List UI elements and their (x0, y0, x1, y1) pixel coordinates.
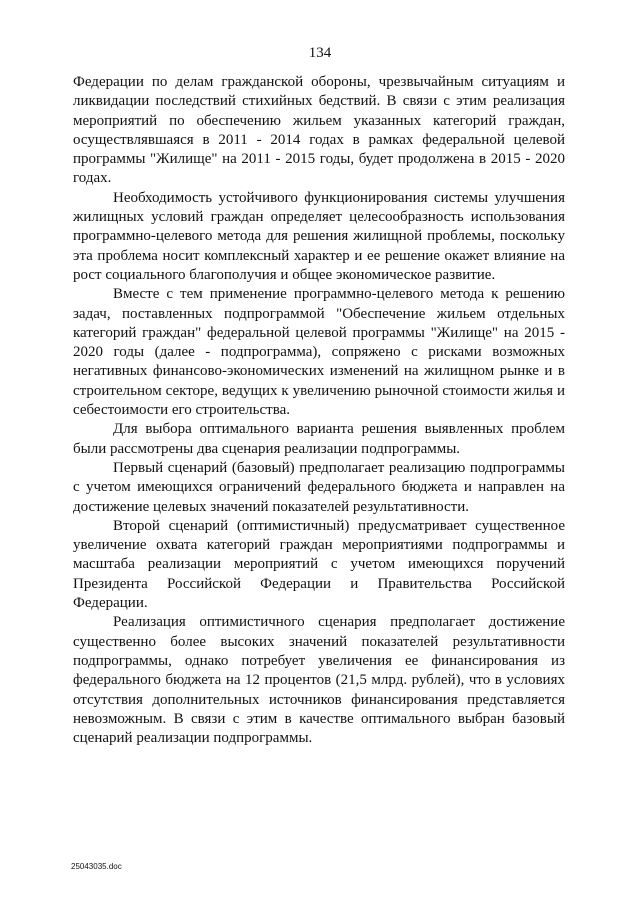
paragraph: Первый сценарий (базовый) предполагает реализацию подпрограммы с учетом имеющихся ограничений федерального бюджета и направлен на достижение целевых значений показателей результативности. (73, 459, 565, 515)
paragraph: Необходимость устойчивого функционирования системы улучшения жилищных условий граждан определяет целесообразность использования программно-целевого метода для решения жилищной проблемы, поскольку эта проблема носит комплексный характер и ее решение окажет влияние на рост социального благополучия и общее экономическое развитие. (73, 189, 565, 283)
paragraph: Для выбора оптимального варианта решения выявленных проблем были рассмотрены два сценария реализации подпрограммы. (73, 421, 565, 457)
document-filename-footer: 25043035.doc (71, 862, 122, 871)
paragraph: Вместе с тем применение программно-целевого метода к решению задач, поставленных подпрограммой "Обеспечение жильем отдельных категорий граждан" федеральной целевой программы "Жилище" на 2015 - 2020 годы (далее - подпрограмма), сопряжено с рисками возможных негативных финансово-экономических изменений на жилищном рынке и в строительном секторе, ведущих к увеличению рыночной стоимости жилья и себестоимости его строительства. (73, 286, 565, 419)
paragraph: Второй сценарий (оптимистичный) предусматривает существенное увеличение охвата категорий граждан мероприятиями подпрограммы и масштаба реализации мероприятий с учетом имеющихся поручений Президента Российской Федерации и Правительства Российской Федерации. (73, 517, 565, 612)
paragraph-continuation: Федерации по делам гражданской обороны, чрезвычайным ситуациям и ликвидации последствий стихийных бедствий. В связи с этим реализация мероприятий по обеспечению жильем указанных категорий граждан, осуществлявшаяся в 2011 - 2014 годах в рамках федеральной целевой программы "Жилище" на 2011 - 2015 годы, будет продолжена в 2015 - 2020 годах. (73, 74, 565, 187)
paragraph: Реализация оптимистичного сценария предполагает достижение существенно более высоких значений показателей результативности подпрограммы, однако потребует увеличения ее финансирования из федерального бюджета на 12 процентов (21,5 млрд. рублей), что в условиях отсутствия дополнительных источников финансирования представляется невозможным. В связи с этим в качестве оптимального выбран базовый сценарий реализации подпрограммы. (73, 614, 565, 747)
document-body (73, 73, 565, 748)
page-number: 134 (308, 45, 332, 61)
